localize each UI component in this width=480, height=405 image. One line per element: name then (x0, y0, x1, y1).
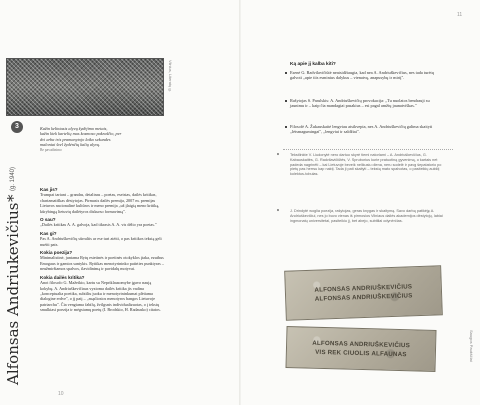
stone-plaque (284, 265, 443, 320)
stone-plaque (285, 326, 436, 372)
epigraph-line: kažin kiek kartelių mus kosmoso pakraščio, per (40, 131, 122, 137)
question-heading: Kas jis? (40, 187, 58, 192)
footnote-text: Tekstlinkte V. Liudonytė nero dartuo skyrė tiemi natorlami – A. Andriuškevičius, G. Kabauskaitės, G. Radvilavičiūtės, V. Spruborius kurie pratuotiną gyvenimą, o kartais net padeda nagrinėti – kai Lietuvoje beveik nelikusiu diena, neru sodelė ir pavg šepatatorio po pietų pas herrsu kap naktį. Tada ji pati skaityti – tekstą mato spalvotas, o pasiteikių aukštį kolektus-tobulas. (290, 153, 442, 177)
answer-text: „Dailės kritikas A. A. galvoja, kad tikrasis A. A. vis dėlto yra poetas." (40, 222, 157, 228)
quote-bullet: Filosofė A. Žukauskaitė lengviau atsikvepia, nes A. Andriuškevičių galima skaityti „lėtsmagumingai", „lengviai ir saldžiai". (290, 124, 440, 135)
plaque-text: ALFONSAS ANDRIUŠKEVIČIUS (312, 339, 411, 350)
footnote-mark: * (277, 209, 279, 215)
photo-caption: Vilnius, Literatų g. (168, 60, 173, 92)
epigraph-line: maloniai švel žydėnčių kalių alyvų. (40, 141, 101, 147)
author-name: Alfonsas Andriukevičius (4, 202, 22, 385)
epigraph-source: Be pavadinimo (40, 148, 62, 153)
footnote-mark: * (277, 153, 279, 159)
knitted-photo (6, 58, 164, 116)
left-body-text (40, 184, 164, 313)
right-page-number: 11 (457, 12, 463, 18)
author-dates: (g. 1940) (10, 166, 16, 191)
quote-bullet: Esenė G. Radvilavičiūtė neatsidžiaugia, kad nea A. Andriuškevičius, nes tada turėtų galvoti „apie tiis esminius dalykus – vienatvę, anapusybę ir mirtį". (290, 70, 440, 81)
question-heading: Kokia dailės kritika? (40, 274, 85, 280)
left-page-number: 10 (58, 391, 64, 397)
question-heading: O sau? (40, 217, 56, 223)
question-heading: Kas gi? (40, 230, 57, 236)
plaque-photo-caption: Saugos Paukščiai (469, 330, 474, 362)
answer-text: Anot filosofo G. Mažeikio, kartu su Nepriklausomybe įgavo naują kokybę. A. Andriuškevičiaus vyzioma dailės kritika jis vadina „konceptualia poetika, subtiliu juoku ir menotyrininkumat plėtiama dialogine erdve", o jį patį – „mąsliosios menotyros bangos Lietuvoje patriarchu". Čia vengiama fabilų, žvilgsnis individualizuotas, o į tekstų smulkiasi poezija ir mėgstamų poetų (I. Brodskio, H. Radausko) citatos. (40, 280, 161, 313)
answer-text: Pas A. Andriuškevičių sūrraltis ar ese turi atėiti, o pas kritikos tekstą geli nuėiti pats. (40, 236, 162, 247)
epigraph (40, 126, 158, 153)
answer-text: Trumpai tariant – grandas, detalinas – poetas, eseistas, dailės kritikas, charizmatiškas dėstytojas. Pirmasis dailės premija, 2007 m. premijas Lietuvos nacionalinė kultūros ir meno premija „už įlaigią meno kritiką, kūrybingą lietuvių dailėtyros diskurso formavimą". (40, 192, 160, 214)
plaque-text: VIS REK CIUOLIS ALFAUNAS (315, 348, 407, 359)
question-heading: Kokia poezija? (40, 250, 73, 256)
author-name-vertical (4, 150, 22, 385)
answer-text: Minimalistinė, juntama Rytų estetinės ir poetinės otokyklos įtaka, ezutbus Emogaus ir gamtos santykis. Rytiikas menotyrininko patirties punktyras – neužmirštamos spalvos, ilavidinimą ir pavidalų motyvai. (40, 255, 164, 272)
epigraph-line: dvi arba tris pramanytojo laiko sekundes (40, 136, 111, 142)
footnote-text: J. Drindytė woglia poezija, rašytojas, geras knygas ir skaitymą. Savo darbą patikėję A. Andriuškevičiui, nes jo buvo vienas iš pirmosios Vilniaus dailės akademijos dėstytojų, labiai ingmonatų universitetai, pasiteikiu jį, bet abejo, subtiliai odynėrčias. (290, 209, 443, 223)
author-asterisk: * (4, 195, 22, 203)
plaque-text: ALFONSAS ANDRIUŠKEVIČIUS (314, 283, 413, 294)
footnote-divider (283, 149, 453, 150)
right-heading: Ką apie jį kalba kiti? (290, 62, 336, 67)
epigraph-line: Kažin kelintasis alyvų žydėjimo metais, (40, 126, 108, 131)
plaque-text: ALFONSAS ANDRIUŠKEVIČIUS (314, 292, 413, 303)
quote-bullet: Rašytojas S. Parulskis: A. Andriuškevičių provokacija: „Tu nuolatos bendrauji su jaunimu ir – kaip čia mandagiai pasakius – esi pagal amžių jaunatviškas." (290, 98, 440, 109)
section-badge: 3 (11, 121, 23, 133)
